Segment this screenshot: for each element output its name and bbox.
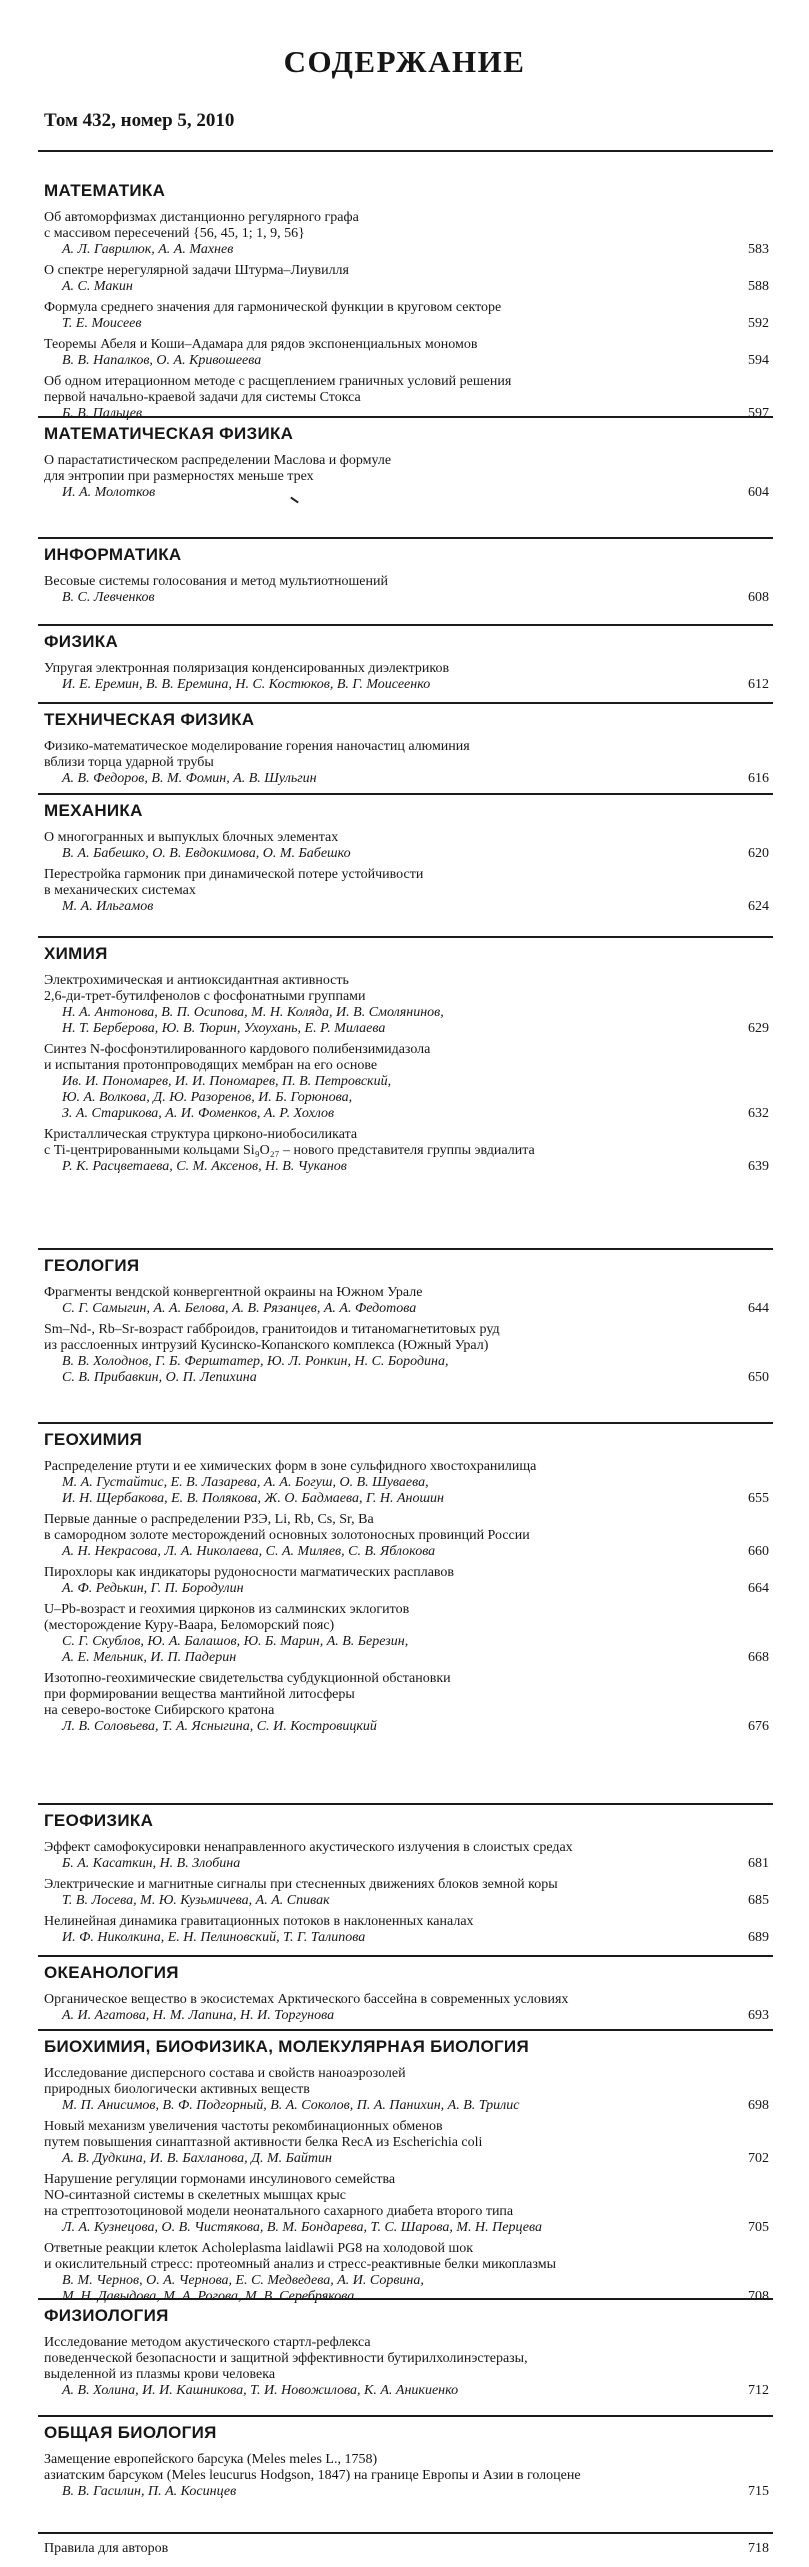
article-title: Электрические и магнитные сигналы при стесненных движениях блоков земной коры bbox=[44, 1877, 558, 1892]
page-number: 702 bbox=[748, 2151, 769, 2166]
section-rule bbox=[38, 1803, 773, 1805]
article-authors: С. Г. Самыгин, А. А. Белова, А. В. Рязанцев, А. А. Федотова bbox=[62, 1301, 417, 1316]
page-number: 604 bbox=[748, 485, 769, 500]
section bbox=[44, 423, 769, 506]
section-rule bbox=[38, 2029, 773, 2031]
page-number: 676 bbox=[748, 1719, 769, 1734]
toc-entry[interactable] bbox=[44, 1992, 769, 2024]
toc-entry[interactable] bbox=[44, 2066, 769, 2114]
article-title: Пирохлоры как индикаторы рудоносности магматических расплавов bbox=[44, 1565, 455, 1580]
article-title: Распределение ртути и ее химических форм в зоне сульфидного хвостохранилища bbox=[44, 1459, 537, 1474]
toc-entry[interactable] bbox=[44, 1840, 769, 1872]
article-title: Теоремы Абеля и Коши–Адамара для рядов экспоненциальных мономов bbox=[44, 337, 478, 352]
section-rule bbox=[38, 702, 773, 704]
article-authors: А. В. Федоров, В. М. Фомин, А. В. Шульгин bbox=[62, 771, 317, 786]
page-number: 583 bbox=[748, 242, 769, 257]
section bbox=[44, 631, 769, 698]
article-authors: Ив. И. Пономарев, И. И. Пономарев, П. В. Петровский, Ю. А. Волкова, Д. Ю. Разоренов, И. Б. Горюнова, З. А. Старикова, А. И. Фоменков, А. Р. Хохлов bbox=[62, 1074, 392, 1121]
toc-entry[interactable] bbox=[44, 1512, 769, 1560]
toc-entry[interactable] bbox=[44, 1671, 769, 1735]
footer-rule bbox=[38, 2532, 773, 2534]
section-title: ФИЗИОЛОГИЯ bbox=[44, 2306, 169, 2325]
article-authors: В. В. Гасилин, П. А. Косинцев bbox=[62, 2484, 237, 2499]
section-title: МАТЕМАТИКА bbox=[44, 181, 166, 200]
article-title: Синтез N-фосфонэтилированного кардового полибензимидазола и испытания протонпроводящих мембран на его основе bbox=[44, 1042, 431, 1073]
article-authors: А. Ф. Редькин, Г. П. Бородулин bbox=[62, 1581, 244, 1596]
article-title: Упругая электронная поляризация конденсированных диэлектриков bbox=[44, 661, 450, 676]
section-rule bbox=[38, 936, 773, 938]
article-authors: Т. Е. Моисеев bbox=[62, 316, 142, 331]
article-authors: С. Г. Скублов, Ю. А. Балашов, Ю. Б. Марин, А. В. Березин, А. Е. Мельник, И. П. Падерин bbox=[62, 1634, 409, 1665]
page-number: 685 bbox=[748, 1893, 769, 1908]
page-number: 629 bbox=[748, 1021, 769, 1036]
article-title: Фрагменты вендской конвергентной окраины на Южном Урале bbox=[44, 1285, 423, 1300]
article-title: U–Pb-возраст и геохимия цирконов из салминских эклогитов (месторождение Куру-Ваара, Беломорский пояс) bbox=[44, 1602, 410, 1633]
article-title: О парастатистическом распределении Маслова и формуле для энтропии при размерностях меньше трех bbox=[44, 453, 392, 484]
page-number: 632 bbox=[748, 1106, 769, 1121]
article-title: Новый механизм увеличения частоты рекомбинационных обменов путем повышения синаптазной активности белка RecA из Escherichia coli bbox=[44, 2119, 483, 2150]
section-title: ГЕОФИЗИКА bbox=[44, 1811, 154, 1830]
article-authors: В. В. Напалков, О. А. Кривошеева bbox=[62, 353, 262, 368]
page-number: 650 bbox=[748, 1370, 769, 1385]
article-authors: М. П. Анисимов, В. Ф. Подгорный, В. А. Соколов, П. А. Панихин, А. В. Трилис bbox=[62, 2098, 520, 2113]
article-title: Замещение европейского барсука (Meles meles L., 1758) азиатским барсуком (Meles leucurus Hodgson, 1847) на границе Европы и Азии в голоцене bbox=[44, 2452, 581, 2483]
page-number: 592 bbox=[748, 316, 769, 331]
article-title: Sm–Nd-, Rb–Sr-возраст габброидов, гранитоидов и титаномагнетитовых руд из расслоенных интрузий Кусинско-Копанского комплекса (Южный Урал) bbox=[44, 1322, 500, 1353]
section bbox=[44, 1962, 769, 2029]
page-number: 612 bbox=[748, 677, 769, 692]
page-number: 588 bbox=[748, 279, 769, 294]
article-authors: В. С. Левченков bbox=[62, 590, 155, 605]
page-number: 616 bbox=[748, 771, 769, 786]
section-title: ХИМИЯ bbox=[44, 944, 108, 963]
article-authors: И. Е. Еремин, В. В. Еремина, Н. С. Костюков, В. Г. Моисеенко bbox=[62, 677, 431, 692]
section bbox=[44, 800, 769, 920]
toc-entry[interactable] bbox=[44, 263, 769, 295]
section bbox=[44, 1429, 769, 1740]
toc-entry[interactable] bbox=[44, 1914, 769, 1946]
section bbox=[44, 943, 769, 1180]
toc-entry[interactable] bbox=[44, 2452, 769, 2500]
article-authors: Т. В. Лосева, М. Ю. Кузьмичева, А. А. Спивак bbox=[62, 1893, 330, 1908]
section-rule bbox=[38, 624, 773, 626]
section bbox=[44, 180, 769, 427]
page-number: 608 bbox=[748, 590, 769, 605]
header-rule bbox=[38, 150, 773, 152]
toc-entry[interactable] bbox=[44, 1459, 769, 1507]
page-number: 681 bbox=[748, 1856, 769, 1871]
page-number: 668 bbox=[748, 1650, 769, 1665]
page-number: 693 bbox=[748, 2008, 769, 2023]
toc-entry[interactable] bbox=[44, 1322, 769, 1386]
article-title: Формула среднего значения для гармонической функции в круговом секторе bbox=[44, 300, 502, 315]
section-rule bbox=[38, 1248, 773, 1250]
article-authors: Н. А. Антонова, В. П. Осипова, М. Н. Коляда, И. В. Смолянинов, Н. Т. Берберова, Ю. В. Тюрин, Ухоухань, Е. Р. Милаева bbox=[62, 1005, 444, 1036]
toc-entry[interactable] bbox=[44, 1877, 769, 1909]
toc-entry[interactable] bbox=[44, 973, 769, 1037]
page-number: 594 bbox=[748, 353, 769, 368]
section bbox=[44, 2305, 769, 2404]
toc-entry[interactable] bbox=[44, 1602, 769, 1666]
article-authors: Л. А. Кузнецова, О. В. Чистякова, В. М. Бондарева, Т. С. Шарова, М. Н. Перцева bbox=[62, 2220, 542, 2235]
toc-entry[interactable] bbox=[44, 661, 769, 693]
section-title: МАТЕМАТИЧЕСКАЯ ФИЗИКА bbox=[44, 424, 294, 443]
section-rule bbox=[38, 1422, 773, 1424]
article-authors: В. А. Бабешко, О. В. Евдокимова, О. М. Бабешко bbox=[62, 846, 351, 861]
page-number: 597 bbox=[748, 406, 769, 421]
toc-entry[interactable] bbox=[44, 300, 769, 332]
page-number: 639 bbox=[748, 1159, 769, 1174]
section-title: ТЕХНИЧЕСКАЯ ФИЗИКА bbox=[44, 710, 255, 729]
page-number: 718 bbox=[748, 2541, 769, 2556]
toc-entry[interactable] bbox=[44, 2241, 769, 2305]
page-number: 705 bbox=[748, 2220, 769, 2235]
toc-entry[interactable] bbox=[44, 337, 769, 369]
article-authors: А. И. Агатова, Н. М. Лапина, Н. И. Торгунова bbox=[62, 2008, 335, 2023]
article-authors: А. В. Холина, И. И. Кашникова, Т. И. Новожилова, К. А. Аникиенко bbox=[62, 2383, 459, 2398]
page-number: 655 bbox=[748, 1491, 769, 1506]
page-number: 664 bbox=[748, 1581, 769, 1596]
article-title: Эффект самофокусировки ненаправленного акустического излучения в слоистых средах bbox=[44, 1840, 573, 1855]
article-title: О спектре нерегулярной задачи Штурма–Лиувилля bbox=[44, 263, 349, 278]
page-number: 644 bbox=[748, 1301, 769, 1316]
toc-entry[interactable] bbox=[44, 867, 769, 915]
toc-entry[interactable] bbox=[44, 830, 769, 862]
article-title: Нарушение регуляции гормонами инсулинового семейства NO-синтазной системы в скелетных мышцах крыс на стрептозотоциновой модели неонатального сахарного диабета второго типа bbox=[44, 2172, 514, 2219]
section bbox=[44, 1810, 769, 1951]
section bbox=[44, 544, 769, 611]
page-number: 712 bbox=[748, 2383, 769, 2398]
article-authors: М. А. Густайтис, Е. В. Лазарева, А. А. Богуш, О. В. Шуваева, И. Н. Щербакова, Е. В. Полякова, Ж. О. Бадмаева, Г. Н. Аношин bbox=[62, 1475, 444, 1506]
article-authors: А. С. Макин bbox=[62, 279, 133, 294]
article-title: Кристаллическая структура цирконо-ниобосиликата с Ti-центрированными кольцами Si₉O₂₇ – нового представителя группы эвдиалита bbox=[44, 1127, 535, 1158]
article-title: Нелинейная динамика гравитационных потоков в наклоненных каналах bbox=[44, 1914, 474, 1929]
section-rule bbox=[38, 416, 773, 418]
article-authors: Б. В. Пальцев bbox=[62, 406, 143, 421]
page-title: СОДЕРЖАНИЕ bbox=[283, 44, 526, 79]
article-authors: Б. А. Касаткин, Н. В. Злобина bbox=[62, 1856, 241, 1871]
article-authors: А. Л. Гаврилюк, А. А. Махнев bbox=[62, 242, 234, 257]
article-title: Об одном итерационном методе с расщеплением граничных условий решения первой начально-краевой задачи для системы Стокса bbox=[44, 374, 512, 405]
page-number: 620 bbox=[748, 846, 769, 861]
article-authors: В. М. Чернов, О. А. Чернова, Е. С. Медведева, А. И. Сорвина, М. Н. Давыдова, М. А. Рогова, М. В. Серебрякова bbox=[62, 2273, 424, 2304]
article-authors: М. А. Ильгамов bbox=[62, 899, 154, 914]
page-number: 708 bbox=[748, 2289, 769, 2304]
article-authors: А. Н. Некрасова, Л. А. Николаева, С. А. Миляев, С. В. Яблокова bbox=[62, 1544, 436, 1559]
section-title: ФИЗИКА bbox=[44, 632, 119, 651]
section-title: МЕХАНИКА bbox=[44, 801, 143, 820]
section-rule bbox=[38, 537, 773, 539]
section bbox=[44, 709, 769, 792]
article-title: Первые данные о распределении РЗЭ, Li, Rb, Cs, Sr, Ba в самородном золоте месторождений основных золотоносных провинций России bbox=[44, 1512, 530, 1543]
page-number: 689 bbox=[748, 1930, 769, 1945]
footer-entry[interactable] bbox=[44, 2541, 769, 2562]
section-title: ОКЕАНОЛОГИЯ bbox=[44, 1963, 179, 1982]
article-title: Весовые системы голосования и метод мультиотношений bbox=[44, 574, 388, 589]
article-authors: Л. В. Соловьева, Т. А. Ясныгина, С. И. Костровицкий bbox=[62, 1719, 377, 1734]
section-title: ИНФОРМАТИКА bbox=[44, 545, 182, 564]
article-authors: А. В. Дудкина, И. В. Бахланова, Д. М. Байтин bbox=[62, 2151, 332, 2166]
article-authors: В. В. Холоднов, Г. Б. Ферштатер, Ю. Л. Ронкин, Н. С. Бородина, С. В. Прибавкин, О. П. Лепихина bbox=[62, 1354, 449, 1385]
section bbox=[44, 1255, 769, 1391]
author-guidelines-title: Правила для авторов bbox=[44, 2541, 169, 2556]
toc-entry[interactable] bbox=[44, 1127, 769, 1175]
article-title: Исследование дисперсного состава и свойств наноаэрозолей природных биологически активных веществ bbox=[44, 2066, 406, 2097]
article-authors: И. Ф. Николкина, Е. Н. Пелиновский, Т. Г. Талипова bbox=[62, 1930, 366, 1945]
toc-entry[interactable] bbox=[44, 374, 769, 422]
section-title: ГЕОХИМИЯ bbox=[44, 1430, 143, 1449]
page-number: 715 bbox=[748, 2484, 769, 2499]
article-title: Физико-математическое моделирование горения наночастиц алюминия вблизи торца ударной трубы bbox=[44, 739, 470, 770]
article-authors: И. А. Молотков bbox=[62, 485, 156, 500]
section-rule bbox=[38, 793, 773, 795]
article-title: Электрохимическая и антиоксидантная активность 2,6-ди-трет-бутилфенолов с фосфонатными группами bbox=[44, 973, 366, 1004]
toc-entry[interactable] bbox=[44, 1042, 769, 1122]
toc-entry[interactable] bbox=[44, 2119, 769, 2167]
toc-entry[interactable] bbox=[44, 2172, 769, 2236]
section-rule bbox=[38, 2298, 773, 2300]
article-title: Об автоморфизмах дистанционно регулярного графа с массивом пересечений {56, 45, 1; 1, 9, 56} bbox=[44, 210, 359, 241]
article-title: Исследование методом акустического стартл-рефлекса поведенческой безопасности и защитной эффективности бутирилхолинэстеразы, выделенной из плазмы крови человека bbox=[44, 2335, 528, 2382]
section bbox=[44, 2422, 769, 2505]
toc-entry[interactable] bbox=[44, 2335, 769, 2399]
article-title: Перестройка гармоник при динамической потере устойчивости в механических системах bbox=[44, 867, 424, 898]
toc-entry[interactable] bbox=[44, 574, 769, 606]
toc-entry[interactable] bbox=[44, 453, 769, 501]
issue-info: Том 432, номер 5, 2010 bbox=[44, 110, 235, 131]
section-title: ГЕОЛОГИЯ bbox=[44, 1256, 140, 1275]
article-title: Изотопно-геохимические свидетельства субдукционной обстановки при формировании вещества мантийной литосферы на северо-востоке Сибирского кратона bbox=[44, 1671, 451, 1718]
section-rule bbox=[38, 2415, 773, 2417]
section-title: БИОХИМИЯ, БИОФИЗИКА, МОЛЕКУЛЯРНАЯ БИОЛОГИЯ bbox=[44, 2037, 529, 2056]
article-title: Ответные реакции клеток Acholeplasma laidlawii PG8 на холодовой шок и окислительный стресс: протеомный анализ и стресс-реактивные белки микоплазмы bbox=[44, 2241, 556, 2272]
article-authors: Р. К. Расцветаева, С. М. Аксенов, Н. В. Чуканов bbox=[62, 1159, 347, 1174]
page-number: 660 bbox=[748, 1544, 769, 1559]
page-number: 698 bbox=[748, 2098, 769, 2113]
article-title: О многогранных и выпуклых блочных элементах bbox=[44, 830, 339, 845]
section bbox=[44, 2036, 769, 2310]
page-number: 624 bbox=[748, 899, 769, 914]
toc-entry[interactable] bbox=[44, 210, 769, 258]
section-rule bbox=[38, 1955, 773, 1957]
toc-entry[interactable] bbox=[44, 739, 769, 787]
article-title: Органическое вещество в экосистемах Арктического бассейна в современных условиях bbox=[44, 1992, 569, 2007]
section-title: ОБЩАЯ БИОЛОГИЯ bbox=[44, 2423, 217, 2442]
toc-entry[interactable] bbox=[44, 1285, 769, 1317]
toc-entry[interactable] bbox=[44, 1565, 769, 1597]
